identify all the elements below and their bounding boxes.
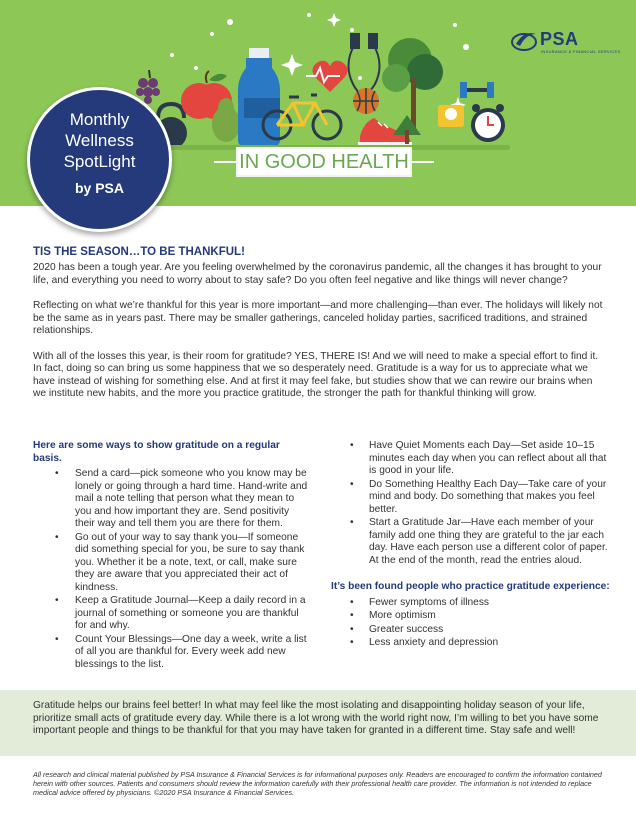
banner-rule-left: [214, 161, 236, 163]
wellness-badge: [27, 87, 172, 232]
list-item: • Count Your Blessings—One day a week, write a list of all you are thankful for. Every week add new blessings to the list.: [33, 634, 311, 672]
list-item: • Go out of your way to say thank you—If someone did something special for you, be sure to say thank you. Whether it be a note, text, or call, make sure they are aware that you appreciated their act of kindness.: [33, 532, 311, 595]
list-item: • Fewer symptoms of illness: [331, 597, 611, 610]
alarm-clock-icon: [471, 104, 505, 142]
badge-by: by PSA: [74, 180, 124, 196]
banner-rule-right: [412, 161, 434, 163]
list-item: • Less anxiety and depression: [331, 637, 611, 650]
closing-paragraph: Gratitude helps our brains feel better! In what may feel like the most isolating and disappointing holiday season of your life, prioritize small acts of gratitude every day. While there is a lot wrong with the world right now, I’m willing to bet you have some important people and things to be thankful for that you may have taken for granted in a different time. Stay safe and well!: [33, 700, 599, 736]
list-item: • Send a card—pick someone who you know may be lonely or going through a hard time. Hand-write and mail a note telling that person what they mean to you and how important they are. Send positivity their way and tell them you are there for them.: [33, 468, 311, 531]
paragraph: Reflecting on what we’re thankful for this year is more important—and more challenging—than ever. The holidays will likely not be the same as in years past. There may be smaller gatherings, canceled holiday parties, sacrificed traditions, and strained relationships.: [33, 300, 603, 336]
article-intro: [33, 246, 603, 414]
logo-swoosh-icon: [510, 26, 540, 56]
gratitude-ways-left: [33, 440, 311, 672]
dumbbell-icon: [460, 82, 494, 98]
list-item: • Greater success: [331, 624, 611, 637]
article-title: TIS THE SEASON…TO BE THANKFUL!: [33, 246, 245, 258]
badge-line-1: Monthly: [69, 110, 130, 129]
list-item: • Have Quiet Moments each Day—Set aside 10–15 minutes each day when you can reflect about all that is good in your life.: [331, 440, 611, 478]
gratitude-ways-right: [331, 440, 611, 651]
ways-list-continued: [331, 440, 611, 567]
found-heading: It’s been found people who practice gratitude experience:: [331, 581, 610, 592]
logo-tagline: INSURANCE & FINANCIAL SERVICES: [541, 49, 621, 54]
water-bottle-icon: [238, 48, 280, 146]
ways-list: [33, 468, 311, 671]
found-list: [331, 597, 611, 650]
psa-logo: [510, 26, 620, 56]
ways-heading: Here are some ways to show gratitude on a regular basis.: [33, 440, 280, 464]
list-item: • Start a Gratitude Jar—Have each member of your family add one thing they are grateful to the jar each day. Have each person use a different color of paper. At the end of the month, read the entries aloud.: [331, 517, 611, 567]
scale-icon: [438, 105, 464, 127]
disclaimer: All research and clinical material published by PSA Insurance & Financial Services is for informational purposes only. Readers are encouraged to confirm the information contained herein with other sources. Patients and consumers should review the information carefully with their professional health care provider. The information is not intended to replace medical advice offered by physicians. ©2020 PSA Insurance & Financial Services.: [33, 770, 602, 798]
closing-callout: [0, 690, 636, 756]
list-item: • Do Something Healthy Each Day—Take care of your mind and body. Do something that makes you feel better.: [331, 479, 611, 517]
basketball-icon: [353, 88, 379, 114]
badge-line-2: Wellness: [65, 131, 134, 150]
list-item: • More optimism: [331, 610, 611, 623]
logo-name: PSA: [540, 29, 579, 49]
banner-title: IN GOOD HEALTH: [236, 147, 412, 177]
jump-rope-icon: [348, 34, 379, 94]
badge-line-3: SpotLight: [63, 152, 136, 171]
list-item: • Keep a Gratitude Journal—Keep a daily record in a journal of something or someone you are thankful for and why.: [33, 595, 311, 633]
paragraph: With all of the losses this year, is their room for gratitude? YES, THERE IS! And we will need to make a special effort to find it. In fact, doing so can bring us some happiness that we so desperately need. Gratitude is a way for us to appreciate what we have instead of wishing for something else. And at first it may feel fake, but studies show that we can rewire our brains when we institute new habits, and the more you practice gratitude, the stronger the path for thankful thinking will grow.: [33, 350, 599, 399]
badge-title: [30, 109, 169, 172]
paragraph: 2020 has been a tough year. Are you feeling overwhelmed by the coronavirus pandemic, all the changes it has brought to your life, and everything you need to worry about to stay safe? Do you often feel negative and like things will never change?: [33, 262, 602, 286]
heart-rate-icon: [306, 61, 348, 92]
